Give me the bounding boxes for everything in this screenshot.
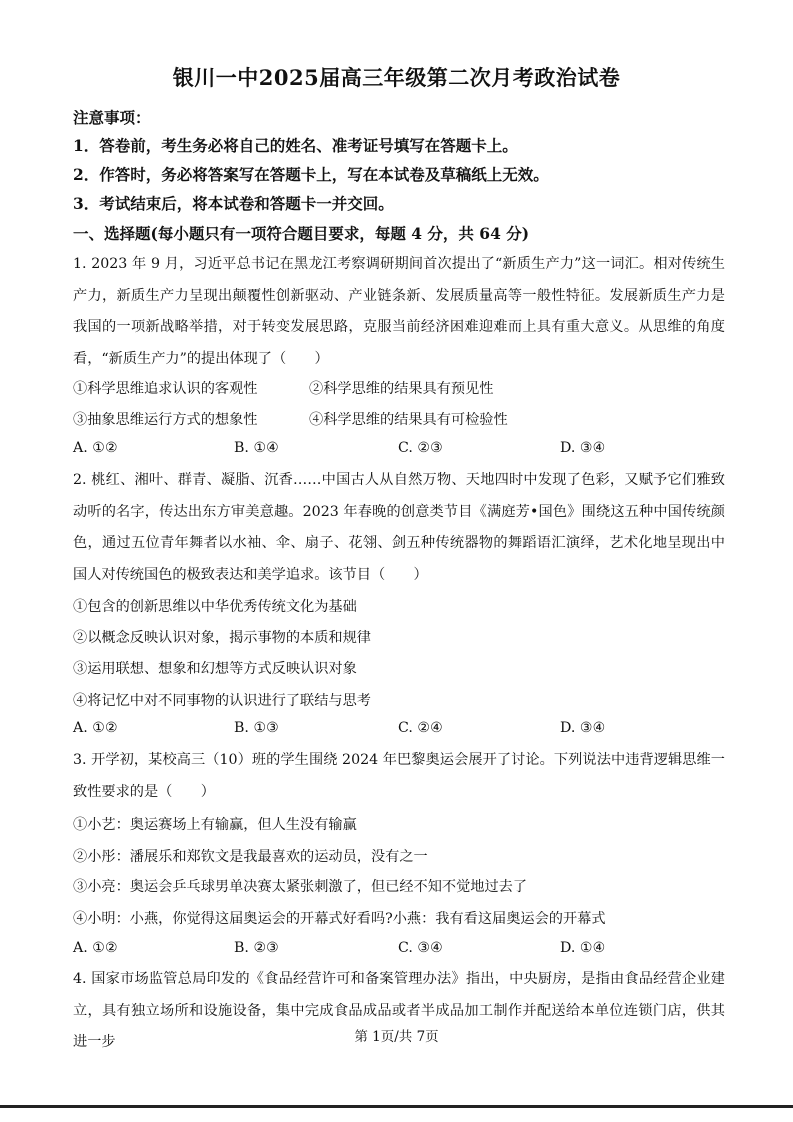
question-2-item-2: ②以概念反映认识对象，揭示事物的本质和规律 [73,630,371,646]
question-1-item-2: ②科学思维的结果具有预见性 [309,381,494,397]
question-1-item-3: ③抽象思维运行方式的想象性 [73,412,258,428]
section-heading: 一、选择题(每小题只有一项符合题目要求，每题 4 分，共 64 分) [73,224,530,243]
page-footer: 第 1页/共 7页 [354,1029,439,1045]
question-3-option-d: D. ①④ [560,940,606,956]
question-1-option-d: D. ③④ [560,440,606,456]
notice-item-1: 1．答卷前，考生务必将自己的姓名、准考证号填写在答题卡上。 [73,136,518,155]
question-2-option-b: B. ①③ [234,720,279,736]
question-3-item-2: ②小彤：潘展乐和郑钦文是我最喜欢的运动员，没有之一 [73,849,428,865]
question-2-item-3: ③运用联想、想象和幻想等方式反映认识对象 [73,661,357,677]
question-3-option-a: A. ①② [73,940,118,956]
exam-title: 银川一中2025届高三年级第二次月考政治试卷 [172,65,621,90]
question-3-item-1: ①小艺：奥运赛场上有输赢，但人生没有输赢 [73,817,357,833]
bottom-divider [0,1105,793,1108]
question-1-item-1: ①科学思维追求认识的客观性 [73,381,258,397]
question-1-stem: 1. 2023 年 9 月，习近平总书记在黑龙江考察调研期间首次提出了“新质生产力”这一词汇。相对传统生产力，新质生产力呈现出颠覆性创新驱动、产业链条新、发展质量高等一般性特征。发展新质生产力是我国的一项新战略举措，对于转变发展思路，克服当前经济困难迎难而上具有重大意义。从思维的角度看，“新质生产力”的提出体现了（ ） [73,256,725,367]
question-2-option-d: D. ③④ [560,720,606,736]
question-2-option-a: A. ①② [73,720,118,736]
question-3-stem: 3. 开学初，某校高三（10）班的学生围绕 2024 年巴黎奥运会展开了讨论。下列说法中违背逻辑思维一致性要求的是（ ） [73,752,725,800]
notice-heading: 注意事项： [73,108,151,127]
question-1-item-4: ④科学思维的结果具有可检验性 [309,412,508,428]
question-3-item-3: ③小亮：奥运会乒乓球男单决赛太紧张刺激了，但已经不知不觉地过去了 [73,879,528,895]
notice-item-2: 2．作答时，务必将答案写在答题卡上，写在本试卷及草稿纸上无效。 [73,165,549,184]
question-2-item-4: ④将记忆中对不同事物的认识进行了联结与思考 [73,693,371,709]
question-3-item-4: ④小明：小燕，你觉得这届奥运会的开幕式好看吗?小燕：我有看这届奥运会的开幕式 [73,911,606,927]
question-1-option-b: B. ①④ [234,440,279,456]
question-1-option-a: A. ①② [73,440,118,456]
question-4-stem: 4. 国家市场监管总局印发的《食品经营许可和备案管理办法》指出，中央厨房，是指由食品经营企业建立，具有独立场所和设施设备，集中完成食品成品或者半成品加工制作并配送给本单位连锁门店，供其进一步 [73,971,725,1050]
question-1-option-c: C. ②③ [398,440,443,456]
question-2-stem: 2. 桃红、湘叶、群青、凝脂、沉香……中国古人从自然万物、天地四时中发现了色彩，又赋予它们雅致动听的名字，传达出东方审美意趣。2023 年春晚的创意类节目《满庭芳•国色》围绕这五种中国传统颜色，通过五位青年舞者以水袖、伞、扇子、花翎、剑五种传统器物的舞蹈语汇演绎，艺术化地呈现出中国人对传统国色的极致表达和美学追求。该节目（ ） [73,472,725,583]
notice-item-3: 3．考试结束后，将本试卷和答题卡一并交回。 [73,194,394,213]
question-3-option-b: B. ②③ [234,940,279,956]
question-3-option-c: C. ③④ [398,940,443,956]
question-2-option-c: C. ②④ [398,720,443,736]
question-2-item-1: ①包含的创新思维以中华优秀传统文化为基础 [73,599,357,615]
